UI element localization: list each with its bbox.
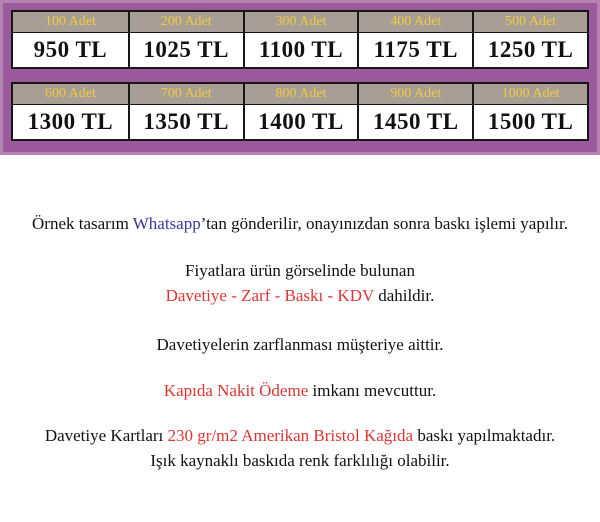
price-value-100: 950 TL (13, 33, 128, 67)
price-value-600: 1300 TL (13, 105, 128, 139)
included-items-suffix: dahildir. (373, 286, 435, 305)
price-table-1 (11, 10, 589, 69)
price-value-200: 1025 TL (128, 33, 243, 67)
qty-header-900: 900 Adet (357, 84, 472, 105)
qty-header-400: 400 Adet (357, 12, 472, 33)
qty-header-100: 100 Adet (13, 12, 128, 33)
whatsapp-brand-text: Whatsapp (132, 214, 201, 233)
qty-header-600: 600 Adet (13, 84, 128, 105)
line-cash-on-delivery (0, 378, 600, 403)
info-text-block (0, 155, 600, 473)
qty-header-200: 200 Adet (128, 12, 243, 33)
line-prices-include-intro: Fiyatlara ürün görselinde bulunan (185, 261, 415, 280)
line-prices-include-items (0, 283, 600, 308)
line-color-difference-note: Işık kaynaklı baskıda renk farklılığı olabilir. (150, 451, 450, 470)
price-value-400: 1175 TL (357, 33, 472, 67)
price-value-800: 1400 TL (243, 105, 358, 139)
line-paper-spec (0, 423, 600, 448)
paper-spec-pre: Davetiye Kartları (44, 426, 168, 445)
price-value-500: 1250 TL (472, 33, 587, 67)
included-items-red-text: Davetiye - Zarf - Baskı - KDV (165, 286, 374, 305)
qty-header-800: 800 Adet (243, 84, 358, 105)
price-value-300: 1100 TL (243, 33, 358, 67)
price-value-900: 1450 TL (357, 105, 472, 139)
line-sample-design (0, 211, 600, 236)
cash-on-delivery-suffix: imkanı mevcuttur. (308, 381, 437, 400)
price-value-700: 1350 TL (128, 105, 243, 139)
paper-spec-red-text: 230 gr/m2 Amerikan Bristol Kağıda (167, 426, 414, 445)
qty-header-500: 500 Adet (472, 12, 587, 33)
price-table-2 (11, 82, 589, 141)
line-enveloping-note: Davetiyelerin zarflanması müşteriye aittir. (156, 335, 444, 354)
qty-header-700: 700 Adet (128, 84, 243, 105)
cash-on-delivery-red-text: Kapıda Nakit Ödeme (163, 381, 309, 400)
price-value-1000: 1500 TL (472, 105, 587, 139)
pricing-banner (0, 0, 600, 155)
line-sample-design-pre: Örnek tasarım (32, 214, 133, 233)
line-sample-design-post: ’tan gönderilir, onayınızdan sonra baskı işlemi yapılır. (200, 214, 568, 233)
qty-header-300: 300 Adet (243, 12, 358, 33)
qty-header-1000: 1000 Adet (472, 84, 587, 105)
paper-spec-post: baskı yapılmaktadır. (413, 426, 556, 445)
